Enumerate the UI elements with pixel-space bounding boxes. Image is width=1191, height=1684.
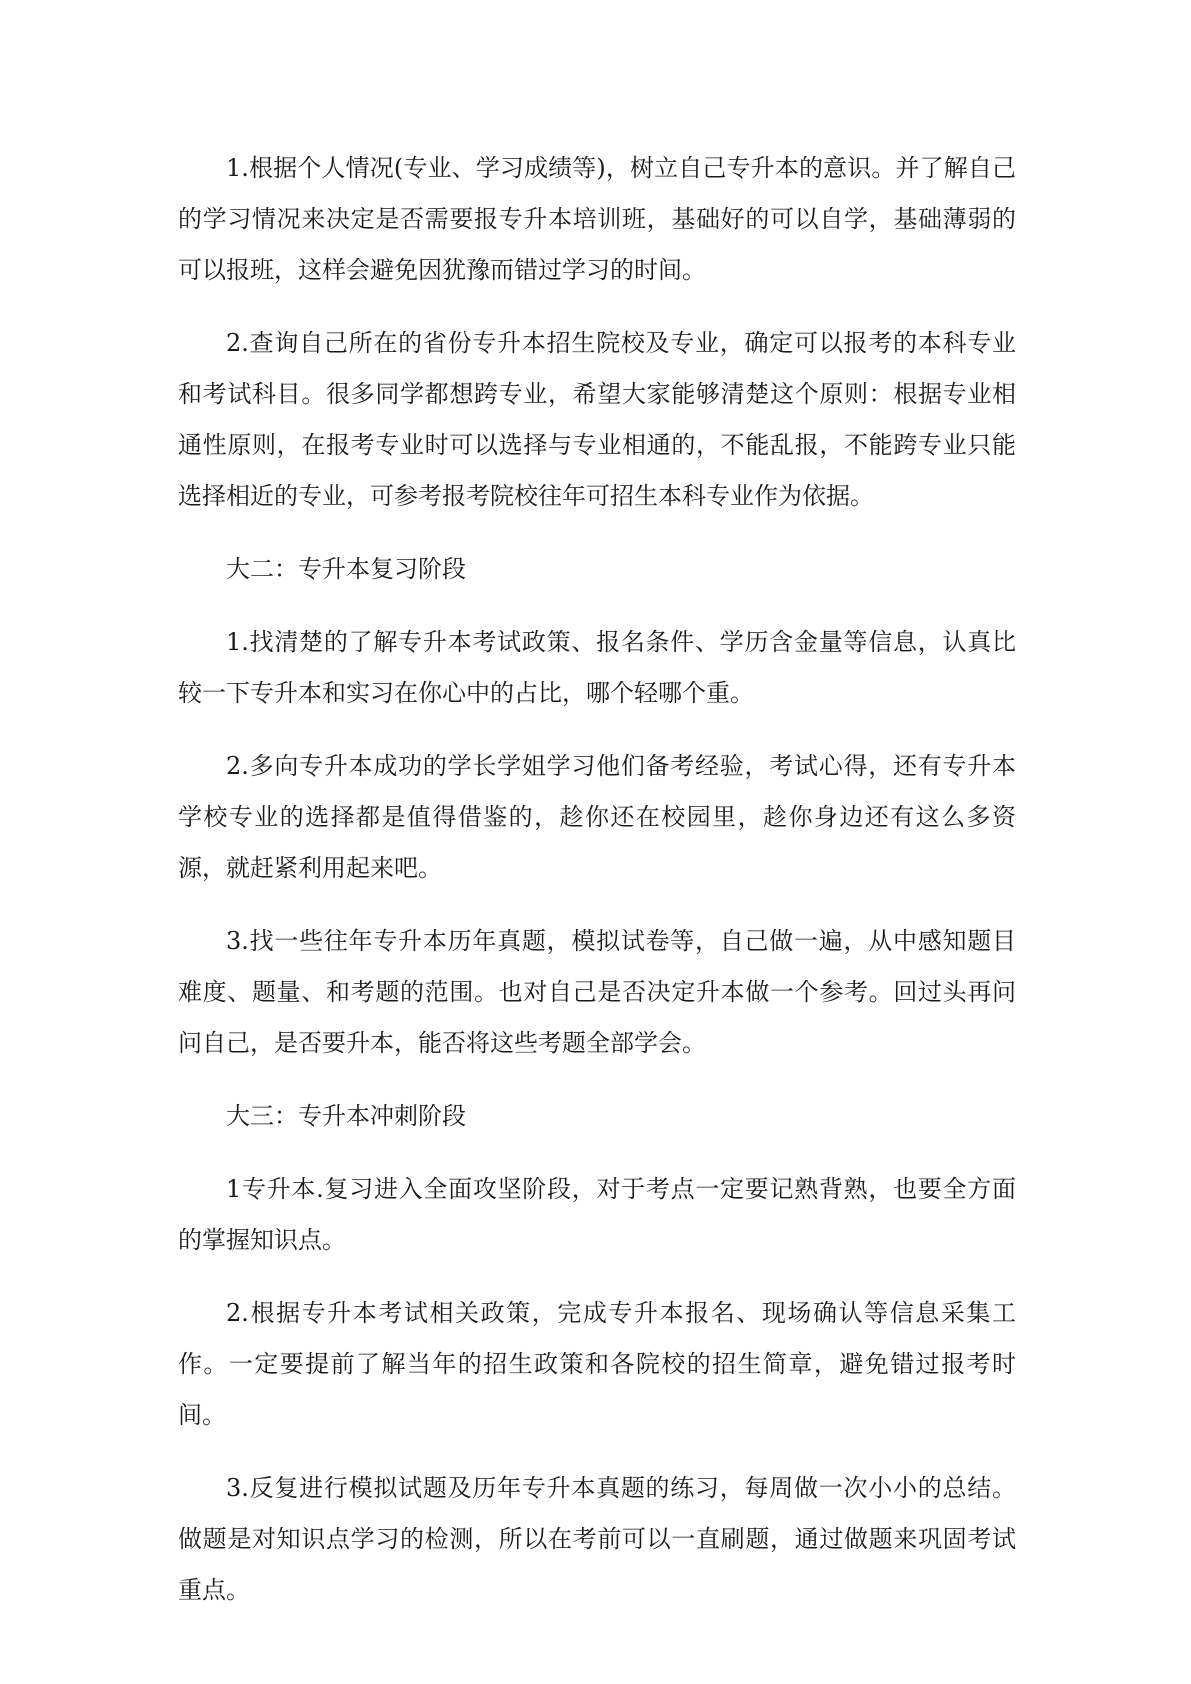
- document-body: [178, 143, 1016, 1638]
- section-heading-year3: 大三：专升本冲刺阶段: [226, 1102, 466, 1130]
- paragraph-year3-item1: 1专升本.复习进入全面攻坚阶段，对于考点一定要记熟背熟，也要全方面的掌握知识点。: [178, 1175, 1016, 1254]
- section-heading-year2: 大二：专升本复习阶段: [226, 555, 466, 583]
- paragraph-year3-item2: 2.根据专升本考试相关政策，完成专升本报名、现场确认等信息采集工作。一定要提前了解当年的招生政策和各院校的招生简章，避免错过报考时间。: [178, 1299, 1016, 1429]
- paragraph-junior1-item1: 1.根据个人情况(专业、学习成绩等)，树立自己专升本的意识。并了解自己的学习情况来决定是否需要报专升本培训班，基础好的可以自学，基础薄弱的可以报班，这样会避免因犹豫而错过学习的时间。: [178, 154, 1016, 284]
- paragraph-year2-item1: 1.找清楚的了解专升本考试政策、报名条件、学历含金量等信息，认真比较一下专升本和实习在你心中的占比，哪个轻哪个重。: [178, 628, 1016, 707]
- paragraph-year3-item3: 3.反复进行模拟试题及历年专升本真题的练习，每周做一次小小的总结。做题是对知识点学习的检测，所以在考前可以一直刷题，通过做题来巩固考试重点。: [178, 1474, 1016, 1604]
- paragraph-year2-item2: 2.多向专升本成功的学长学姐学习他们备考经验，考试心得，还有专升本学校专业的选择都是值得借鉴的，趁你还在校园里，趁你身边还有这么多资源，就赶紧利用起来吧。: [178, 752, 1016, 882]
- paragraph-year2-item3: 3.找一些往年专升本历年真题，模拟试卷等，自己做一遍，从中感知题目难度、题量、和考题的范围。也对自己是否决定升本做一个参考。回过头再问问自己，是否要升本，能否将这些考题全部学会。: [178, 927, 1016, 1057]
- paragraph-junior1-item2: 2.查询自己所在的省份专升本招生院校及专业，确定可以报考的本科专业和考试科目。很多同学都想跨专业，希望大家能够清楚这个原则：根据专业相通性原则，在报考专业时可以选择与专业相通的，不能乱报，不能跨专业只能选择相近的专业，可参考报考院校往年可招生本科专业作为依据。: [178, 329, 1016, 510]
